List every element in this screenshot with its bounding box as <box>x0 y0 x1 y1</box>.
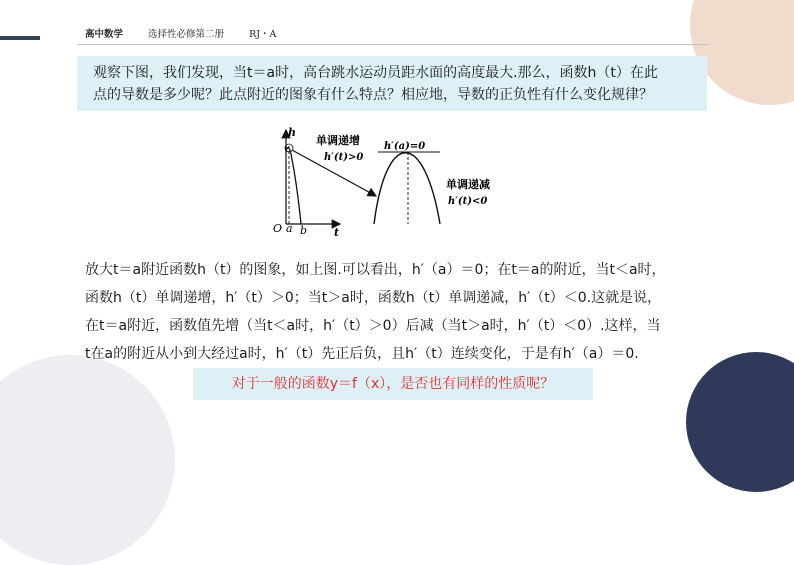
question-callout: 对于一般的函数y＝f（x），是否也有同样的性质呢？ <box>193 368 593 400</box>
increase-label: 单调递增 <box>316 134 360 147</box>
paragraph-line-4: t在a的附近从小到大经过a时，h′（t）先正后负，且h′（t）连续变化，于是有h′（a）＝0. <box>85 346 639 362</box>
paragraph-line-1: 放大t＝a附近函数h（t）的图象，如上图.可以看出，h′（a）＝0；在t＝a的附近，当t＜a时， <box>85 262 666 278</box>
decorative-circle-navy <box>686 352 794 492</box>
explanation-paragraph <box>85 256 705 368</box>
decrease-condition: h′(t)<0 <box>448 196 488 207</box>
magnified-curve <box>374 153 440 224</box>
t-axis-label: t <box>334 226 340 239</box>
question-line-2: 点的导数是多少呢？此点附近的图象有什么特点？相应地，导数的正负性有什么变化规律？ <box>93 87 653 103</box>
small-curve <box>286 147 301 224</box>
header-subject: 高中数学 <box>85 29 124 40</box>
tick-b-label: b <box>300 224 308 237</box>
increase-condition: h′(t)>0 <box>324 152 364 163</box>
header-divider <box>78 44 708 45</box>
paragraph-line-3: 在t＝a附近，函数值先增（当t＜a时，h′（t）＞0）后减（当t＞a时，h′（t）＜0）.这样，当 <box>85 318 661 334</box>
height-function-graph <box>260 124 510 242</box>
paragraph-line-2: 函数h（t）单调递增，h′（t）＞0；当t＞a时，函数h（t）单调递减，h′（t）＜0.这就是说， <box>85 290 662 306</box>
decorative-circle-gray <box>0 355 175 565</box>
h-axis-label: h <box>288 126 296 139</box>
header-book: 选择性必修第二册 <box>148 29 225 40</box>
decorative-dash <box>0 36 40 40</box>
question-line-1: 观察下图，我们发现，当t＝a时，高台跳水运动员距水面的高度最大.那么，函数h（t）在此 <box>93 65 658 81</box>
header-edition: RJ・A <box>249 29 277 40</box>
page-header <box>85 26 276 40</box>
decrease-label: 单调递减 <box>446 178 490 191</box>
tick-a-label: a <box>286 222 293 235</box>
question-box <box>77 56 707 111</box>
peak-derivative-label: h′(a)=0 <box>384 141 426 152</box>
origin-label: O <box>273 222 283 235</box>
